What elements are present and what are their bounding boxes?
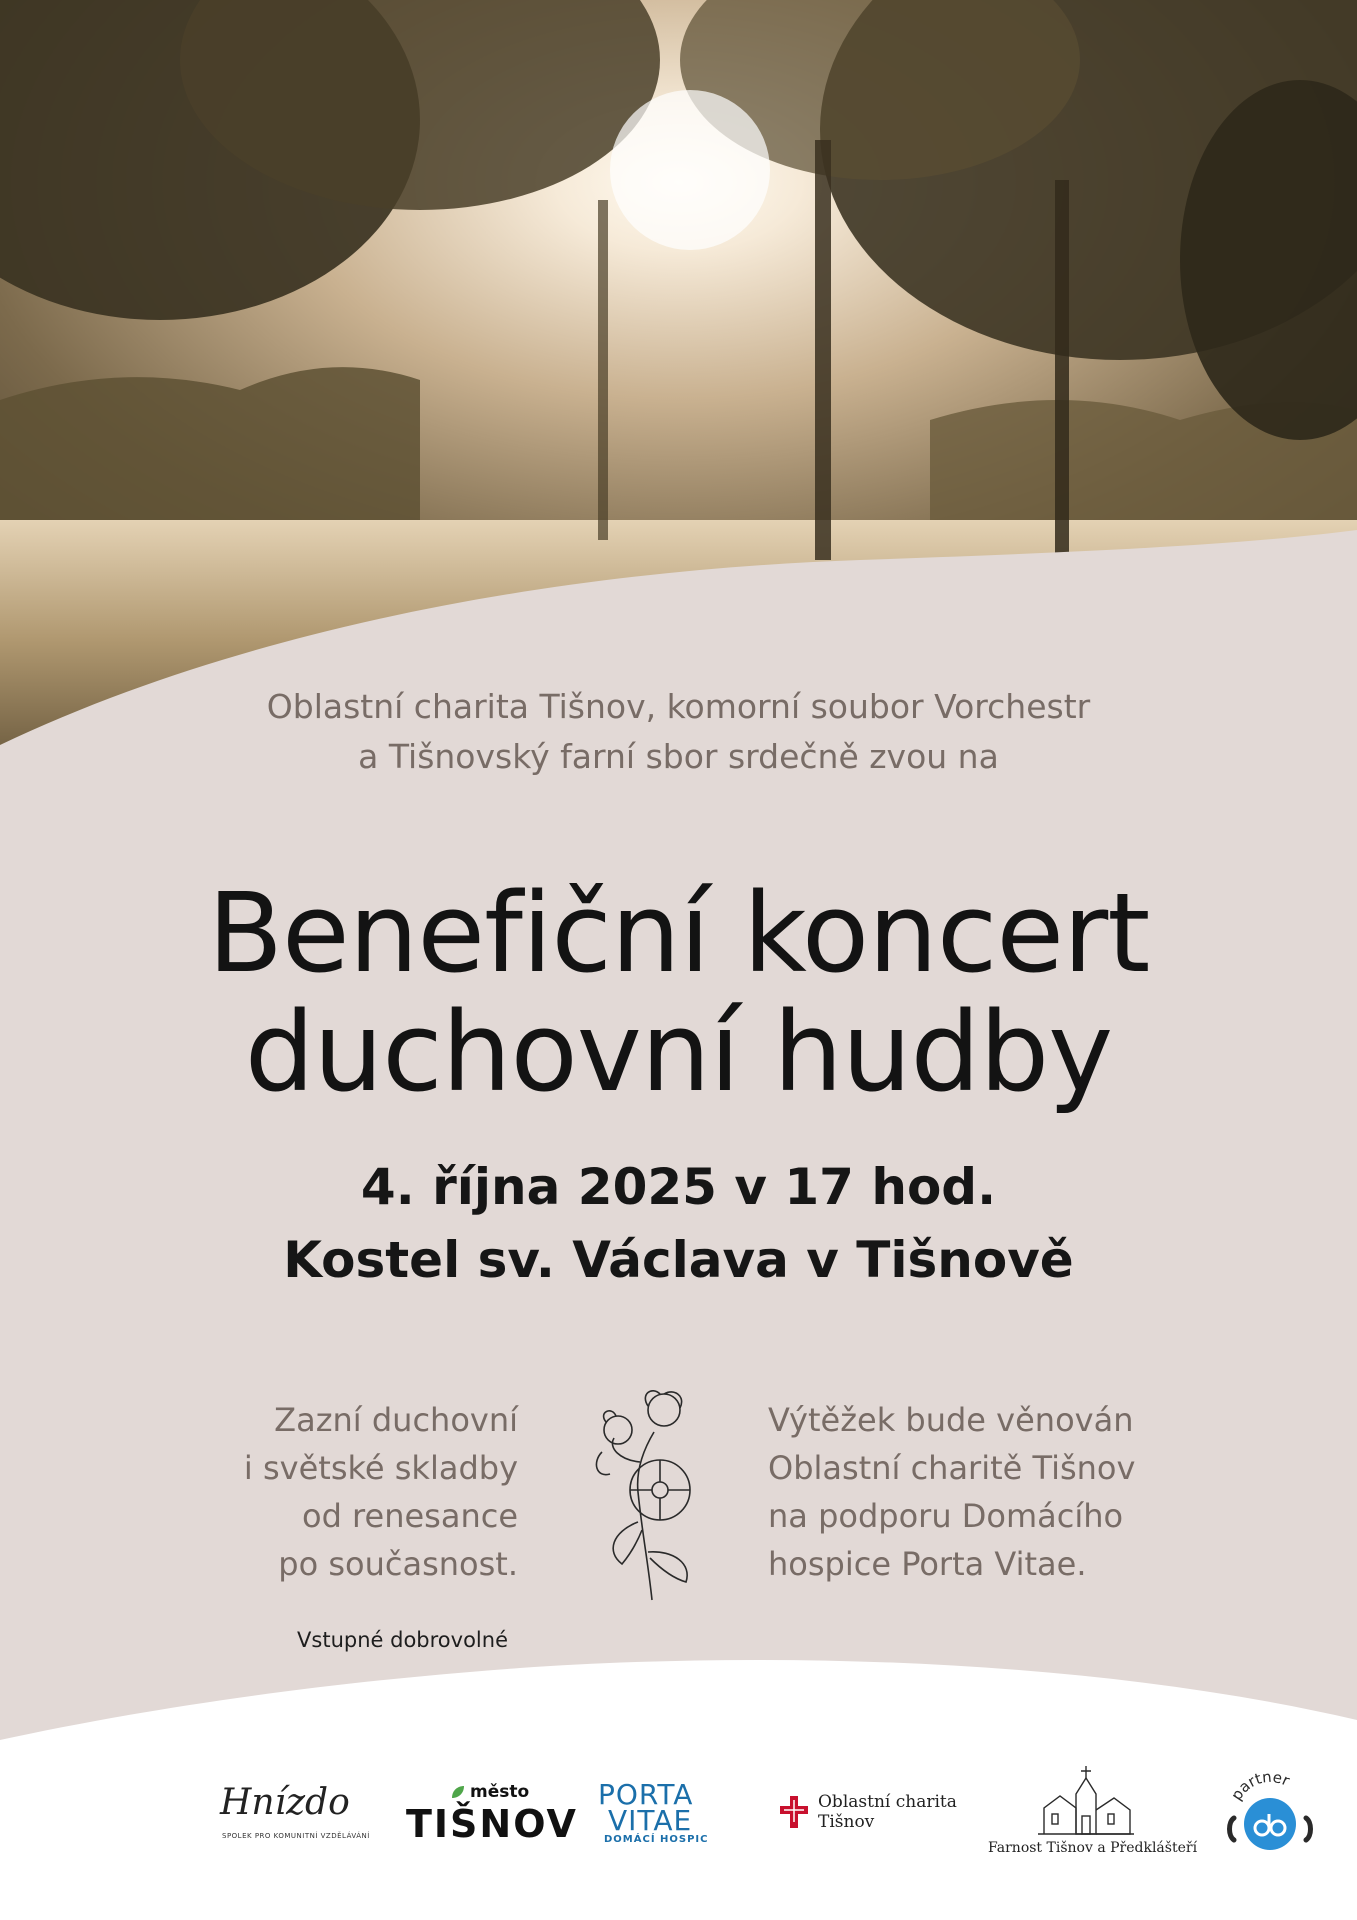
porta-line-1: PORTA bbox=[598, 1778, 694, 1811]
porta-line-2: VITAE bbox=[608, 1804, 693, 1837]
proceeds-line: Výtěžek bude věnován bbox=[768, 1401, 1134, 1439]
title-line-2: duchovní hudby bbox=[244, 988, 1113, 1116]
program-line: i světské skladby bbox=[243, 1449, 518, 1487]
mesto-tisnov-logo bbox=[404, 1780, 578, 1846]
proceeds-line: Oblastní charitě Tišnov bbox=[768, 1449, 1136, 1487]
invitation-line-1: Oblastní charita Tišnov, komorní soubor Vorchestr bbox=[266, 687, 1091, 726]
porta-vitae-logo bbox=[596, 1778, 710, 1844]
charita-logo bbox=[778, 1790, 956, 1836]
program-line: od renesance bbox=[301, 1497, 518, 1535]
flower-illustration bbox=[582, 1382, 718, 1602]
church-icon bbox=[1036, 1764, 1136, 1836]
title-line-1: Benefiční koncert bbox=[207, 869, 1150, 997]
charita-line-1: Oblastní charita bbox=[818, 1792, 957, 1812]
proceeds-line: na podporu Domácího bbox=[768, 1497, 1124, 1535]
porta-line-3: DOMÁCÍ HOSPIC bbox=[604, 1834, 709, 1845]
farnost-label: Farnost Tišnov a Předklášteří bbox=[988, 1840, 1198, 1856]
mesto-big-label: TIŠNOV bbox=[406, 1802, 578, 1846]
event-place: Kostel sv. Václava v Tišnově bbox=[283, 1231, 1074, 1289]
partner-text: partner bbox=[1227, 1767, 1293, 1804]
hnizdo-logo bbox=[214, 1778, 370, 1850]
charita-line-2: Tišnov bbox=[818, 1812, 875, 1832]
program-text bbox=[170, 1396, 518, 1588]
hnizdo-subtitle: SPOLEK PRO KOMUNITNÍ VZDĚLÁVÁNÍ bbox=[222, 1832, 370, 1840]
proceeds-line: hospice Porta Vitae. bbox=[768, 1545, 1087, 1583]
invitation-line-2: a Tišnovský farní sbor srdečně zvou na bbox=[358, 737, 999, 776]
caritas-cross-icon bbox=[778, 1794, 810, 1830]
leaf-icon bbox=[450, 1784, 466, 1800]
entry-fee-note: Vstupné dobrovolné bbox=[297, 1628, 508, 1652]
farnost-logo bbox=[988, 1764, 1198, 1860]
proceeds-text bbox=[768, 1396, 1198, 1588]
partner-arc-text bbox=[1227, 1768, 1293, 1804]
event-date: 4. října 2025 v 17 hod. bbox=[360, 1158, 997, 1216]
hnizdo-wordmark: Hnízdo bbox=[220, 1782, 350, 1823]
partner-logo bbox=[1218, 1764, 1322, 1860]
program-line: Zazní duchovní bbox=[274, 1401, 518, 1439]
mesto-small-label: město bbox=[470, 1782, 530, 1802]
program-line: po současnost. bbox=[278, 1545, 518, 1583]
